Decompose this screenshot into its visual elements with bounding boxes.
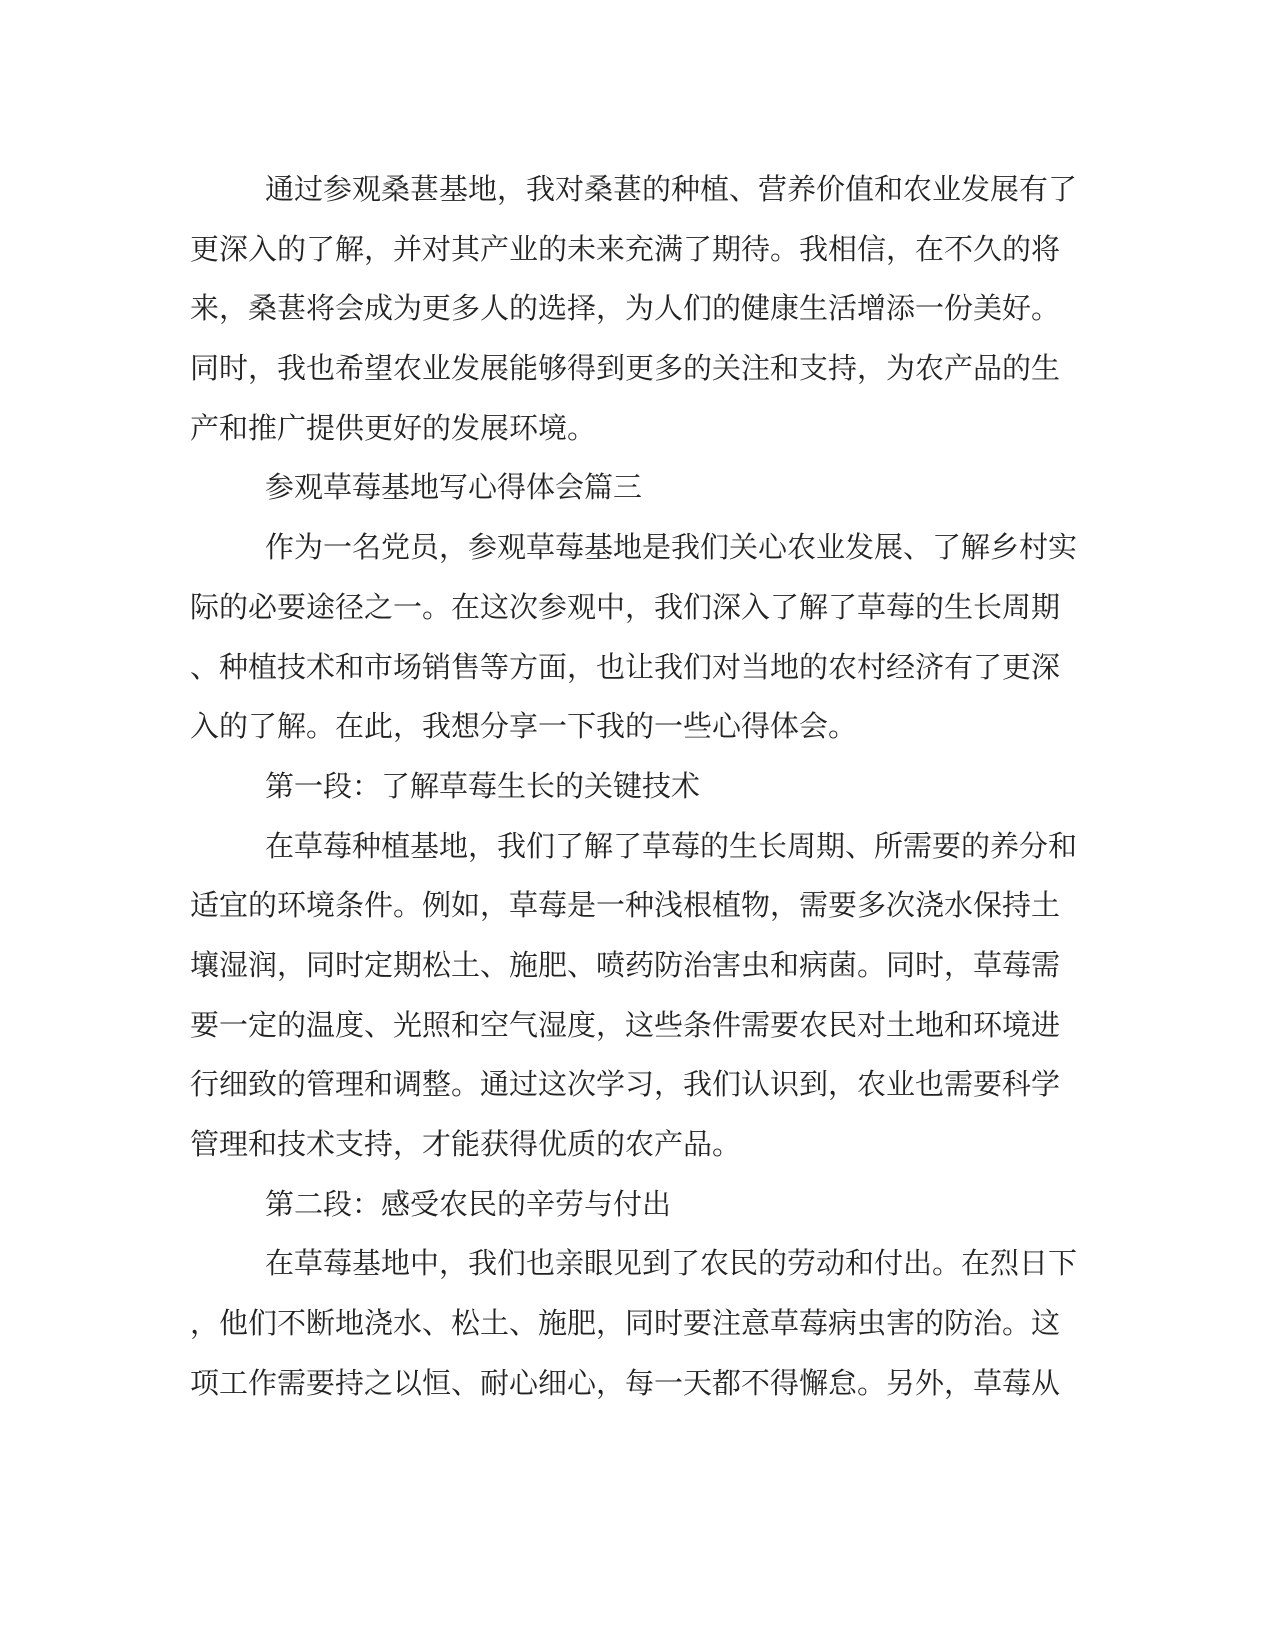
text-line: 壤湿润，同时定期松土、施肥、喷药防治害虫和病菌。同时，草莓需 [190,947,1061,982]
text-line: 同时，我也希望农业发展能够得到更多的关注和支持，为农产品的生 [190,351,1061,386]
text-line: 在草莓基地中，我们也亲眼见到了农民的劳动和付出。在烈日下 [265,1246,1078,1281]
text-line: 行细致的管理和调整。通过这次学习，我们认识到，农业也需要科学 [190,1067,1061,1102]
text-line: 管理和技术支持，才能获得优质的农产品。 [190,1127,742,1161]
document-body [190,160,1090,1413]
section-heading: 参观草莓基地写心得体会篇三 [265,470,643,505]
section-heading: 第二段：感受农民的辛劳与付出 [265,1186,672,1221]
section-heading: 第一段：了解草莓生长的关键技术 [265,768,701,803]
text-line: 适宜的环境条件。例如，草莓是一种浅根植物，需要多次浇水保持土 [190,888,1061,923]
text-line: 作为一名党员，参观草莓基地是我们关心农业发展、了解乡村实 [265,530,1078,565]
text-line: 入的了解。在此，我想分享一下我的一些心得体会。 [190,709,858,744]
text-line: 来，桑葚将会成为更多人的选择，为人们的健康生活增添一份美好。 [190,291,1061,326]
text-line: 在草莓种植基地，我们了解了草莓的生长周期、所需要的养分和 [265,828,1078,863]
text-line: 项工作需要持之以恒、耐心细心，每一天都不得懈怠。另外，草莓从 [190,1365,1061,1400]
text-line: 通过参观桑葚基地，我对桑葚的种植、营养价值和农业发展有了 [265,172,1078,206]
text-line: ，他们不断地浇水、松土、施肥，同时要注意草莓病虫害的防治。这 [190,1306,1061,1341]
text-line: 产和推广提供更好的发展环境。 [190,410,597,445]
text-line: 要一定的温度、光照和空气湿度，这些条件需要农民对土地和环境进 [190,1007,1061,1042]
text-line: 际的必要途径之一。在这次参观中，我们深入了解了草莓的生长周期 [190,589,1061,624]
text-line: 、种植技术和市场销售等方面，也让我们对当地的农村经济有了更深 [190,649,1061,684]
text-line: 更深入的了解，并对其产业的未来充满了期待。我相信，在不久的将 [190,231,1061,266]
